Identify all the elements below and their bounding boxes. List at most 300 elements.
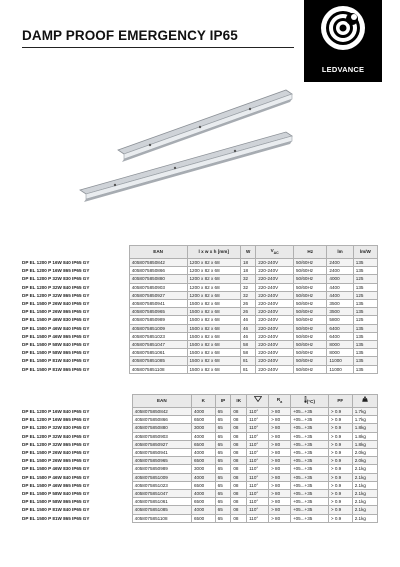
- product-name-cell: DP EL 1500 P 58W 840 IP65 GY: [22, 490, 90, 496]
- col-ip: IP: [215, 395, 231, 408]
- table-cell: 32: [241, 283, 256, 291]
- table-cell: 220-240V: [256, 332, 294, 340]
- table-header-row: [22, 395, 378, 408]
- table-cell: 08: [231, 481, 247, 489]
- table-row: [22, 283, 378, 291]
- table-cell: 65: [215, 514, 231, 522]
- table-cell: > 80: [269, 457, 291, 465]
- table-cell: 1500 x 82 x 68: [187, 349, 241, 357]
- table-cell: 65: [215, 498, 231, 506]
- product-name-cell: DP EL 1500 P 58W 865 IP65 GY: [22, 499, 90, 505]
- table-cell: 1500 x 82 x 68: [187, 365, 241, 373]
- table-cell: 46: [241, 332, 256, 340]
- table-cell: > 0.9: [328, 457, 352, 465]
- col-beam-angle: [247, 395, 269, 408]
- table-row: [22, 489, 378, 497]
- table-row: [22, 349, 378, 357]
- table-cell: 50/60Hz: [293, 349, 326, 357]
- col-cri: $R_a$: [269, 395, 291, 408]
- table-cell: 65: [215, 465, 231, 473]
- product-name-cell: DP EL 1200 P 32W 830 IP65 GY: [22, 276, 90, 282]
- table-row: [22, 365, 378, 373]
- product-name-cell: DP EL 1200 P 16W 865 IP65 GY: [22, 417, 90, 423]
- table-cell: 110°: [247, 489, 269, 497]
- table-cell: > 80: [269, 416, 291, 424]
- table-cell: 6500: [191, 481, 215, 489]
- table-cell: 08: [231, 448, 247, 456]
- table-cell: 4058075851108: [132, 514, 191, 522]
- table-row: [22, 498, 378, 506]
- table-cell: 81: [241, 357, 256, 365]
- table-cell: 135: [353, 349, 377, 357]
- table-cell: 11000: [327, 357, 353, 365]
- table-cell: +05...+35: [290, 407, 328, 415]
- table-cell: > 0.9: [328, 440, 352, 448]
- ledvance-logo: [304, 0, 382, 82]
- table-cell: 58: [241, 349, 256, 357]
- electrical-data-table: [22, 245, 378, 374]
- table-cell: 4058075851061: [129, 349, 187, 357]
- table-cell: 135: [353, 332, 377, 340]
- table-cell: > 0.9: [328, 481, 352, 489]
- col-dimensions: l x w x h [mm]: [187, 246, 241, 259]
- table-row: [22, 448, 378, 456]
- table-cell: > 0.9: [328, 489, 352, 497]
- table-cell: 50/60Hz: [293, 299, 326, 307]
- product-name-cell: DP EL 1500 P 26W 840 IP65 GY: [22, 449, 90, 455]
- table-cell: 135: [353, 324, 377, 332]
- table-cell: 50/60Hz: [293, 357, 326, 365]
- table-row: [22, 506, 378, 514]
- table-cell: 220-240V: [256, 258, 294, 266]
- table-cell: 4058075851108: [129, 365, 187, 373]
- table-cell: 4000: [191, 407, 215, 415]
- table-cell: > 80: [269, 424, 291, 432]
- table-cell: > 80: [269, 440, 291, 448]
- table-cell: 2.1kg: [352, 465, 377, 473]
- table-row: [22, 275, 378, 283]
- table-cell: 4000: [191, 506, 215, 514]
- table-row: [22, 332, 378, 340]
- table-cell: 110°: [247, 416, 269, 424]
- table-cell: 6500: [191, 416, 215, 424]
- table-cell: 3000: [191, 465, 215, 473]
- col-ik: IK: [231, 395, 247, 408]
- table-cell: 1500 x 82 x 68: [187, 332, 241, 340]
- table-cell: 4058075850989: [132, 465, 191, 473]
- table-cell: 4058075850903: [129, 283, 187, 291]
- product-name-cell: DP EL 1200 P 16W 840 IP65 GY: [22, 408, 90, 414]
- table-cell: 110°: [247, 448, 269, 456]
- table-cell: 4058075850989: [129, 316, 187, 324]
- table-cell: +05...+35: [290, 465, 328, 473]
- product-image: [0, 80, 400, 240]
- product-name-cell: DP EL 1200 P 32W 865 IP65 GY: [22, 441, 90, 447]
- table-cell: 65: [215, 424, 231, 432]
- table-cell: 4058075850842: [129, 258, 187, 266]
- table-cell: 08: [231, 407, 247, 415]
- table-header-row: [22, 246, 378, 259]
- table-cell: 1200 x 82 x 68: [187, 291, 241, 299]
- table-cell: 6500: [191, 440, 215, 448]
- table-cell: 2.1kg: [352, 489, 377, 497]
- table-cell: > 0.9: [328, 448, 352, 456]
- table-cell: 125: [353, 275, 377, 283]
- table-cell: 135: [353, 299, 377, 307]
- table-cell: 4058075850880: [132, 424, 191, 432]
- table-cell: 50/60Hz: [293, 258, 326, 266]
- table-cell: 46: [241, 324, 256, 332]
- product-name-cell: DP EL 1200 P 16W 865 IP65 GY: [22, 268, 90, 274]
- table-cell: 110°: [247, 506, 269, 514]
- table-cell: 50/60Hz: [293, 291, 326, 299]
- table-cell: 135: [353, 283, 377, 291]
- col-lumen: lm: [327, 246, 353, 259]
- table-cell: 220-240V: [256, 340, 294, 348]
- table-cell: 1.8kg: [352, 440, 377, 448]
- table-cell: 65: [215, 489, 231, 497]
- table-cell: 4058075851085: [129, 357, 187, 365]
- table-cell: 1500 x 82 x 68: [187, 316, 241, 324]
- title-rule: [22, 47, 294, 48]
- table-cell: > 0.9: [328, 465, 352, 473]
- table-cell: +05...+35: [290, 416, 328, 424]
- table-cell: 65: [215, 448, 231, 456]
- table-cell: > 80: [269, 473, 291, 481]
- table-cell: > 80: [269, 407, 291, 415]
- table-cell: 08: [231, 432, 247, 440]
- table-cell: 125: [353, 316, 377, 324]
- table-cell: 135: [353, 357, 377, 365]
- table-cell: 18: [241, 267, 256, 275]
- table-cell: 1500 x 82 x 68: [187, 324, 241, 332]
- table-cell: > 80: [269, 514, 291, 522]
- col-watt: W: [241, 246, 256, 259]
- col-efficacy: lm/W: [353, 246, 377, 259]
- col-power-factor: PF: [328, 395, 352, 408]
- table-cell: > 0.9: [328, 506, 352, 514]
- table-cell: 08: [231, 489, 247, 497]
- table-cell: 1500 x 82 x 68: [187, 357, 241, 365]
- table-cell: > 80: [269, 465, 291, 473]
- table-cell: 6500: [191, 498, 215, 506]
- table-cell: +05...+35: [290, 448, 328, 456]
- table-cell: 4058075851023: [129, 332, 187, 340]
- table-cell: 4058075850927: [129, 291, 187, 299]
- product-name-cell: DP EL 1500 P 81W 840 IP65 GY: [22, 358, 90, 364]
- table-cell: +05...+35: [290, 498, 328, 506]
- product-name-cell: DP EL 1500 P 81W 840 IP65 GY: [22, 507, 90, 513]
- table-row: [22, 324, 378, 332]
- product-name-cell: DP EL 1500 P 46W 830 IP65 GY: [22, 466, 90, 472]
- table-row: [22, 416, 378, 424]
- table-cell: 4058075850842: [132, 407, 191, 415]
- table-row: [22, 457, 378, 465]
- table-cell: 2.1kg: [352, 506, 377, 514]
- table-cell: > 0.9: [328, 416, 352, 424]
- table-cell: 220-240V: [256, 267, 294, 275]
- product-name-cell: DP EL 1500 P 58W 840 IP65 GY: [22, 341, 90, 347]
- table-cell: > 0.9: [328, 424, 352, 432]
- table-cell: 2.1kg: [352, 481, 377, 489]
- table-cell: 135: [353, 340, 377, 348]
- table-cell: 110°: [247, 498, 269, 506]
- table-cell: 32: [241, 291, 256, 299]
- table-cell: 65: [215, 407, 231, 415]
- table-row: [22, 267, 378, 275]
- table-row: [22, 465, 378, 473]
- table-row: [22, 258, 378, 266]
- product-name-cell: DP EL 1500 P 46W 840 IP65 GY: [22, 325, 90, 331]
- table-row: [22, 514, 378, 522]
- table-row: [22, 291, 378, 299]
- product-name-cell: DP EL 1200 P 32W 830 IP65 GY: [22, 425, 90, 431]
- table-cell: 08: [231, 506, 247, 514]
- table-row: [22, 424, 378, 432]
- table-cell: 2400: [327, 258, 353, 266]
- table-cell: 220-240V: [256, 365, 294, 373]
- table-cell: 110°: [247, 432, 269, 440]
- table-cell: 65: [215, 457, 231, 465]
- table-cell: 220-240V: [256, 324, 294, 332]
- photometric-data-table: [22, 394, 378, 523]
- table-cell: 08: [231, 416, 247, 424]
- table-cell: 1200 x 82 x 68: [187, 258, 241, 266]
- product-name-cell: DP EL 1500 P 58W 865 IP65 GY: [22, 350, 90, 356]
- table-cell: 50/60Hz: [293, 340, 326, 348]
- table-row: [22, 340, 378, 348]
- table-row: [22, 357, 378, 365]
- col-cct: K: [191, 395, 215, 408]
- table-cell: 110°: [247, 424, 269, 432]
- col-frequency: Hz: [293, 246, 326, 259]
- table-cell: 135: [353, 308, 377, 316]
- product-name-cell: DP EL 1500 P 26W 865 IP65 GY: [22, 309, 90, 315]
- table-cell: +05...+35: [290, 506, 328, 514]
- page-title: DAMP PROOF EMERGENCY IP65: [22, 28, 238, 43]
- table-cell: 08: [231, 440, 247, 448]
- table-cell: 81: [241, 365, 256, 373]
- product-name-cell: DP EL 1500 P 81W 865 IP65 GY: [22, 366, 90, 372]
- table-cell: 2.1kg: [352, 498, 377, 506]
- col-ean: EAN: [129, 246, 187, 259]
- table-cell: 220-240V: [256, 308, 294, 316]
- table-cell: 26: [241, 308, 256, 316]
- table-cell: > 0.9: [328, 432, 352, 440]
- table-cell: 1200 x 82 x 68: [187, 267, 241, 275]
- table-cell: 50/60Hz: [293, 332, 326, 340]
- product-name-cell: DP EL 1200 P 32W 840 IP65 GY: [22, 284, 90, 290]
- table-cell: 5800: [327, 316, 353, 324]
- product-name-cell: DP EL 1500 P 46W 865 IP65 GY: [22, 333, 90, 339]
- table-cell: 50/60Hz: [293, 365, 326, 373]
- table-cell: 135: [353, 365, 377, 373]
- table-cell: 4058075850941: [129, 299, 187, 307]
- table-cell: 4000: [191, 473, 215, 481]
- table-cell: 2.1kg: [352, 514, 377, 522]
- table-cell: 110°: [247, 514, 269, 522]
- table-cell: 110°: [247, 440, 269, 448]
- table-cell: 58: [241, 340, 256, 348]
- table-cell: 4000: [191, 432, 215, 440]
- table-row: [22, 473, 378, 481]
- table-cell: 8000: [327, 340, 353, 348]
- table-cell: 4400: [327, 283, 353, 291]
- table-cell: 4058075851047: [132, 489, 191, 497]
- table-cell: 4058075850903: [132, 432, 191, 440]
- product-name-cell: DP EL 1500 P 46W 865 IP65 GY: [22, 482, 90, 488]
- table-cell: +05...+35: [290, 440, 328, 448]
- product-name-cell: DP EL 1500 P 46W 830 IP65 GY: [22, 317, 90, 323]
- table-row: [22, 481, 378, 489]
- table-cell: 1200 x 82 x 68: [187, 275, 241, 283]
- table-cell: 65: [215, 506, 231, 514]
- table-cell: 11000: [327, 365, 353, 373]
- table-cell: 220-240V: [256, 357, 294, 365]
- table-cell: 1.7kg: [352, 416, 377, 424]
- col-voltage: $V_{AC}$: [256, 246, 294, 259]
- table-cell: > 0.9: [328, 514, 352, 522]
- table-row: [22, 316, 378, 324]
- table-cell: 1500 x 82 x 68: [187, 299, 241, 307]
- luminaire-upper: [118, 90, 292, 162]
- product-name-cell: DP EL 1500 P 26W 840 IP65 GY: [22, 300, 90, 306]
- product-name-cell: DP EL 1500 P 46W 840 IP65 GY: [22, 474, 90, 480]
- table-cell: +05...+35: [290, 473, 328, 481]
- table-cell: 220-240V: [256, 316, 294, 324]
- table-cell: > 80: [269, 498, 291, 506]
- col-ean: EAN: [132, 395, 191, 408]
- table-cell: 3000: [191, 424, 215, 432]
- table-cell: > 80: [269, 448, 291, 456]
- table-cell: 125: [353, 291, 377, 299]
- table-cell: 2.0kg: [352, 457, 377, 465]
- table-cell: 65: [215, 440, 231, 448]
- table-cell: 6500: [191, 457, 215, 465]
- table-cell: 50/60Hz: [293, 308, 326, 316]
- table-cell: +05...+35: [290, 424, 328, 432]
- weight-icon: [362, 396, 368, 402]
- table-cell: +05...+35: [290, 457, 328, 465]
- table-cell: 2.0kg: [352, 448, 377, 456]
- table-cell: > 0.9: [328, 498, 352, 506]
- col-temperature: (°C): [290, 395, 328, 408]
- table-cell: 46: [241, 316, 256, 324]
- table-cell: 4058075851061: [132, 498, 191, 506]
- table-cell: +05...+35: [290, 432, 328, 440]
- table-cell: > 0.9: [328, 473, 352, 481]
- table-cell: 50/60Hz: [293, 275, 326, 283]
- table-cell: 08: [231, 473, 247, 481]
- table-cell: 08: [231, 465, 247, 473]
- table-cell: 08: [231, 424, 247, 432]
- table-cell: 4058075850866: [129, 267, 187, 275]
- table-cell: 1500 x 82 x 68: [187, 308, 241, 316]
- table-cell: 4000: [191, 489, 215, 497]
- table-cell: 6400: [327, 324, 353, 332]
- table-cell: 110°: [247, 473, 269, 481]
- table-cell: 65: [215, 432, 231, 440]
- table-cell: 1.8kg: [352, 424, 377, 432]
- table-cell: 08: [231, 514, 247, 522]
- table-row: [22, 407, 378, 415]
- table-cell: 3500: [327, 299, 353, 307]
- table-cell: 2.1kg: [352, 473, 377, 481]
- table-cell: 2400: [327, 267, 353, 275]
- table-cell: 4058075851047: [129, 340, 187, 348]
- table-cell: 110°: [247, 457, 269, 465]
- table-cell: 4058075850965: [129, 308, 187, 316]
- table-cell: 65: [215, 473, 231, 481]
- brand-name: LEDVANCE: [321, 65, 365, 74]
- product-name-cell: DP EL 1200 P 16W 840 IP65 GY: [22, 259, 90, 265]
- table-cell: 65: [215, 416, 231, 424]
- table-cell: 1.7kg: [352, 407, 377, 415]
- table-cell: 4058075850965: [132, 457, 191, 465]
- table-cell: 220-240V: [256, 291, 294, 299]
- table-cell: 4000: [327, 275, 353, 283]
- table-cell: 135: [353, 267, 377, 275]
- table-row: [22, 440, 378, 448]
- table-cell: 4058075851085: [132, 506, 191, 514]
- col-weight: [352, 395, 377, 408]
- table-cell: +05...+35: [290, 489, 328, 497]
- table-cell: 1500 x 82 x 68: [187, 340, 241, 348]
- table-cell: 110°: [247, 481, 269, 489]
- table-cell: > 80: [269, 506, 291, 514]
- beam-angle-icon: [254, 396, 262, 402]
- table-cell: 4058075850866: [132, 416, 191, 424]
- table-cell: 50/60Hz: [293, 324, 326, 332]
- table-cell: 50/60Hz: [293, 316, 326, 324]
- table-cell: 135: [353, 258, 377, 266]
- table-cell: 4058075850880: [129, 275, 187, 283]
- table-cell: 26: [241, 299, 256, 307]
- table-cell: > 80: [269, 481, 291, 489]
- table-cell: 4000: [191, 448, 215, 456]
- table-cell: 3500: [327, 308, 353, 316]
- table-cell: 08: [231, 498, 247, 506]
- table-cell: 4058075850927: [132, 440, 191, 448]
- table-cell: 4058075851023: [132, 481, 191, 489]
- table-cell: 220-240V: [256, 299, 294, 307]
- table-cell: 110°: [247, 465, 269, 473]
- table-cell: 1200 x 82 x 68: [187, 283, 241, 291]
- product-name-cell: DP EL 1500 P 81W 865 IP65 GY: [22, 515, 90, 521]
- table-cell: 32: [241, 275, 256, 283]
- table-cell: 6500: [191, 514, 215, 522]
- table-cell: 4058075850941: [132, 448, 191, 456]
- table-cell: 220-240V: [256, 283, 294, 291]
- product-name-cell: DP EL 1200 P 32W 840 IP65 GY: [22, 433, 90, 439]
- table-cell: > 0.9: [328, 407, 352, 415]
- table-cell: 8000: [327, 349, 353, 357]
- table-cell: +05...+35: [290, 481, 328, 489]
- product-name-cell: DP EL 1500 P 26W 865 IP65 GY: [22, 458, 90, 464]
- table-cell: 08: [231, 457, 247, 465]
- table-cell: 1.8kg: [352, 432, 377, 440]
- table-cell: 4058075851009: [132, 473, 191, 481]
- table-row: [22, 432, 378, 440]
- table-cell: +05...+35: [290, 514, 328, 522]
- logo-emblem-icon: [304, 0, 382, 62]
- table-cell: 220-240V: [256, 349, 294, 357]
- table-cell: 110°: [247, 407, 269, 415]
- table-cell: 65: [215, 481, 231, 489]
- table-cell: 4400: [327, 291, 353, 299]
- table-cell: > 80: [269, 489, 291, 497]
- table-cell: 18: [241, 258, 256, 266]
